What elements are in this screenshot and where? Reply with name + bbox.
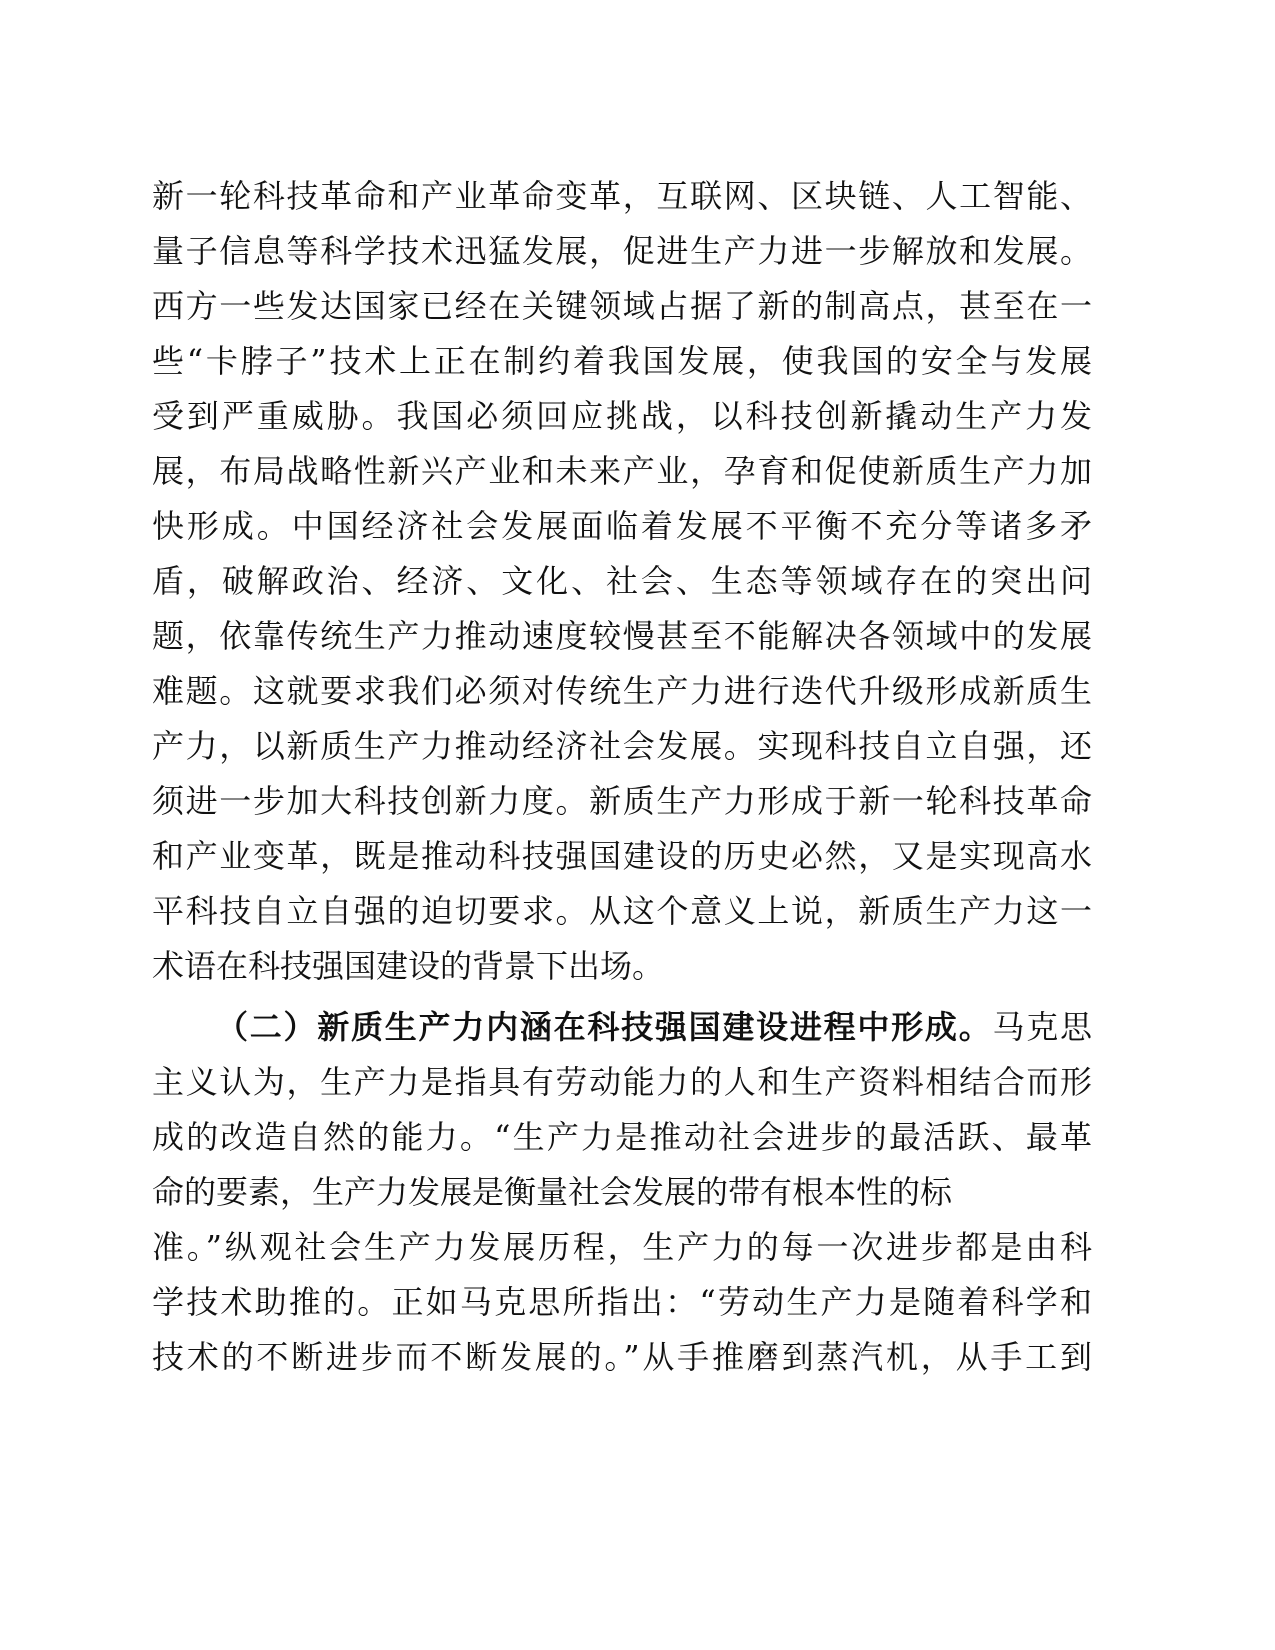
text-line: 些“卡脖子”技术上正在制约着我国发展，使我国的安全与发展 (152, 342, 1092, 380)
text-line: 快形成。中国经济社会发展面临着发展不平衡不充分等诸多矛 (152, 507, 1092, 545)
text-line: 须进一步加大科技创新力度。新质生产力形成于新一轮科技革命 (152, 782, 1092, 820)
text-line: 成的改造自然的能力。“生产力是推动社会进步的最活跃、最革 (152, 1118, 1092, 1156)
text-line: 产力，以新质生产力推动经济社会发展。实现科技自立自强，还 (152, 727, 1092, 765)
section-heading: （二）新质生产力内涵在科技强国建设进程中形成。 (216, 1008, 993, 1046)
text-line: 学技术助推的。正如马克思所指出：“劳动生产力是随着科学和 (152, 1283, 1092, 1321)
text-line: 难题。这就要求我们必须对传统生产力进行迭代升级形成新质生 (152, 672, 1092, 710)
text-line: 西方一些发达国家已经在关键领域占据了新的制高点，甚至在一 (152, 287, 1092, 325)
text-line: 平科技自立自强的迫切要求。从这个意义上说，新质生产力这一 (152, 892, 1092, 930)
text-line: 命的要素，生产力发展是衡量社会发展的带有根本性的标 (152, 1173, 953, 1211)
heading-tail-text: 马克思 (992, 1008, 1092, 1046)
text-line: 新一轮科技革命和产业革命变革，互联网、区块链、人工智能、 (152, 177, 1092, 215)
text-line: 准。”纵观社会生产力发展历程，生产力的每一次进步都是由科 (152, 1228, 1092, 1266)
section-heading-line (216, 1007, 1092, 1047)
text-line: 盾，破解政治、经济、文化、社会、生态等领域存在的突出问 (152, 562, 1092, 600)
text-line: 术语在科技强国建设的背景下出场。 (152, 947, 665, 985)
text-line: 展，布局战略性新兴产业和未来产业，孕育和促使新质生产力加 (152, 452, 1092, 490)
text-line: 量子信息等科学技术迅猛发展，促进生产力进一步解放和发展。 (152, 232, 1092, 270)
text-line: 受到严重威胁。我国必须回应挑战，以科技创新撬动生产力发 (152, 397, 1092, 435)
text-line: 和产业变革，既是推动科技强国建设的历史必然，又是实现高水 (152, 837, 1092, 875)
text-line: 主义认为，生产力是指具有劳动能力的人和生产资料相结合而形 (152, 1063, 1092, 1101)
text-line: 技术的不断进步而不断发展的。”从手推磨到蒸汽机，从手工到 (152, 1338, 1092, 1376)
text-line: 题，依靠传统生产力推动速度较慢甚至不能解决各领域中的发展 (152, 617, 1092, 655)
